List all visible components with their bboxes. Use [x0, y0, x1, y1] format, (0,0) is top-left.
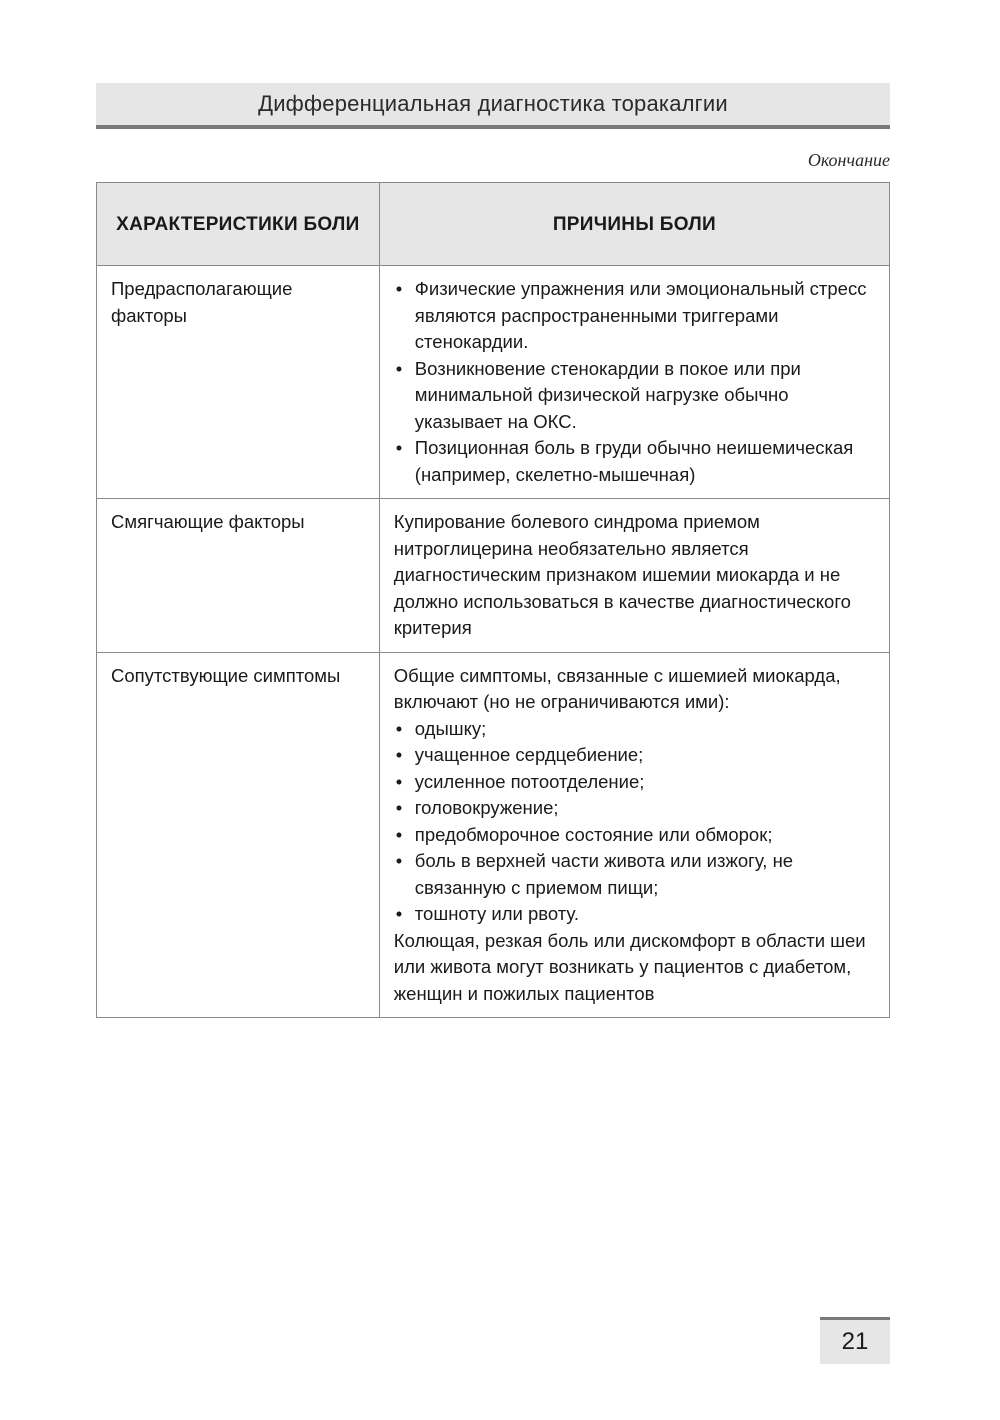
page-number: 21 — [820, 1317, 890, 1364]
list-item: • предобморочное состояние или обморок; — [394, 822, 875, 849]
cause-cell — [379, 266, 889, 499]
cause-text: Купирование болевого синдрома приемом нитроглицерина необязательно является диагностическим признаком ишемии миокарда и не должно использоваться в качестве диагностического критерия — [393, 511, 851, 638]
list-item: • боль в верхней части живота или изжогу, не связанную с приемом пищи; — [394, 848, 875, 901]
cause-cell — [379, 652, 889, 1018]
list-item: • учащенное сердцебиение; — [394, 742, 875, 769]
characteristic-cell: Смягчающие факторы — [97, 499, 380, 653]
characteristic-cell: Предрасполагающие факторы — [97, 266, 380, 499]
list-item: • Возникновение стенокардии в покое или при минимальной физической нагрузке обычно указывает на ОКС. — [394, 356, 875, 436]
column-header-causes: ПРИЧИНЫ БОЛИ — [379, 183, 889, 266]
cause-intro-text: Общие симптомы, связанные с ишемией миокарда, включают (но не ограничиваются ими): — [393, 664, 841, 712]
list-item: • Позиционная боль в груди обычно неишемическая (например, скелетно-мышечная) — [394, 435, 875, 488]
table-row — [97, 652, 890, 1018]
cause-bullet-list — [394, 276, 875, 488]
list-item: • тошноту или рвоту. — [394, 901, 875, 928]
cause-cell — [379, 499, 889, 653]
list-item: • головокружение; — [394, 795, 875, 822]
characteristic-cell: Сопутствующие симптомы — [97, 652, 380, 1018]
cause-outro-text: Колющая, резкая боль или дискомфорт в области шеи или живота могут возникать у пациентов с диабетом, женщин и пожилых пациентов — [393, 929, 866, 1004]
column-header-characteristics: ХАРАКТЕРИСТИКИ БОЛИ — [97, 183, 380, 266]
symptom-bullet-list — [394, 716, 875, 928]
table-row — [97, 266, 890, 499]
table-header-row — [97, 183, 890, 266]
continuation-label: Окончание — [807, 150, 890, 170]
list-item: • одышку; — [394, 716, 875, 743]
table-row — [97, 499, 890, 653]
list-item: • усиленное потоотделение; — [394, 769, 875, 796]
running-header — [96, 83, 890, 129]
pain-characteristics-table — [96, 182, 890, 1018]
running-title: Дифференциальная диагностика торакалгии — [258, 91, 728, 116]
list-item: • Физические упражнения или эмоциональный стресс являются распространенными триггерами стенокардии. — [394, 276, 875, 356]
